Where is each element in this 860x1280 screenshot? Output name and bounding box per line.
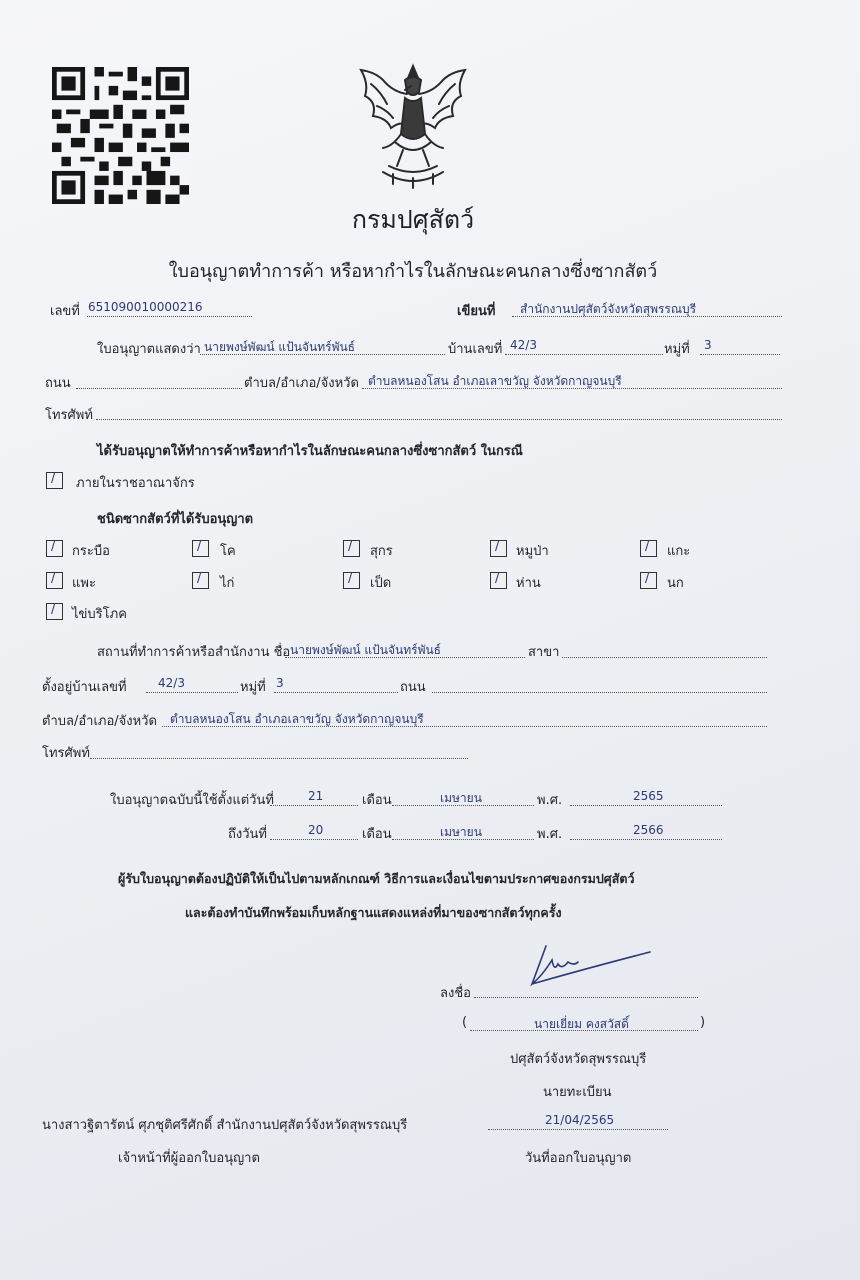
- type-label: โค: [220, 544, 236, 559]
- valid-from-year: 2565: [633, 789, 664, 803]
- signer-open-paren: (: [462, 1015, 468, 1030]
- place-label: สถานที่ทำการค้าหรือสำนักงาน ชื่อ: [97, 645, 291, 660]
- valid-to-day: 20: [308, 823, 324, 837]
- signer-close-paren: ): [700, 1015, 706, 1030]
- license-number: 651090010000216: [88, 300, 203, 314]
- conditions-line-1: ผู้รับใบอนุญาตต้องปฏิบัติให้เป็นไปตามหลักเกณฑ์ วิธีการและเงื่อนไขตามประกาศของกรมปศุสัตว์: [118, 871, 635, 886]
- type-label: ห่าน: [516, 576, 541, 591]
- holder-district: ตำบลหนองโสน อำเภอเลาขวัญ จังหวัดกาญจนบุรี: [368, 374, 622, 388]
- holder-district-label: ตำบล/อำเภอ/จังหวัด: [244, 376, 359, 391]
- valid-from-month-label: เดือน: [362, 793, 392, 808]
- holder-phone-label: โทรศัพท์: [45, 408, 93, 423]
- checkbox-type: [640, 572, 657, 589]
- valid-from-day: 21: [308, 789, 324, 803]
- checkbox-type: [192, 540, 209, 557]
- conditions-line-2: และต้องทำบันทึกพร้อมเก็บหลักฐานแสดงแหล่งที่มาของซากสัตว์ทุกครั้ง: [185, 905, 562, 920]
- issue-date: 21/04/2565: [545, 1113, 615, 1127]
- valid-to-label: ถึงวันที่: [228, 827, 267, 842]
- place-district: ตำบลหนองโสน อำเภอเลาขวัญ จังหวัดกาญจนบุรี: [170, 712, 424, 726]
- checkbox-type: [46, 603, 63, 620]
- checkbox-type: [46, 572, 63, 589]
- document-title: ใบอนุญาตทำการค้า หรือหากำไรในลักษณะคนกลางซึ่งซากสัตว์: [168, 261, 658, 282]
- place-road-label: ถนน: [400, 680, 426, 695]
- place-phone-label: โทรศัพท์: [42, 746, 90, 761]
- issue-date-label: วันที่ออกใบอนุญาต: [525, 1151, 632, 1166]
- qr-code-icon: [52, 63, 189, 208]
- type-label: สุกร: [370, 544, 393, 559]
- place-house: 42/3: [158, 676, 185, 690]
- holder-name: นายพงษ์พัฒน์ แป้นจันทร์พันธ์: [204, 340, 356, 354]
- sign-label: ลงชื่อ: [440, 986, 471, 1001]
- checkbox-type: [640, 540, 657, 557]
- valid-to-year-label: พ.ศ.: [537, 827, 563, 842]
- officer-name: นางสาวฐิตารัตน์ ศุภชุติศรีศักดิ์ สำนักงานปศุสัตว์จังหวัดสุพรรณบุรี: [42, 1118, 408, 1133]
- valid-from-month: เมษายน: [440, 791, 482, 805]
- holder-house: 42/3: [510, 338, 537, 352]
- place-district-label: ตำบล/อำเภอ/จังหวัด: [42, 714, 157, 729]
- valid-from-year-label: พ.ศ.: [537, 793, 563, 808]
- valid-from-label: ใบอนุญาตฉบับนี้ใช้ตั้งแต่วันที่: [110, 793, 274, 808]
- type-label: ไข่บริโภค: [72, 607, 127, 622]
- permit-scope-option: ภายในราชอาณาจักร: [76, 476, 195, 491]
- agency-title: กรมปศุสัตว์: [351, 205, 475, 234]
- checkbox-type: [490, 540, 507, 557]
- place-moo-label: หมู่ที่: [240, 680, 266, 695]
- written-at-label: เขียนที่: [457, 304, 496, 319]
- garuda-emblem-icon: [352, 62, 474, 192]
- place-address-label: ตั้งอยู่บ้านเลขที่: [42, 680, 127, 695]
- permit-types-heading: ชนิดซากสัตว์ที่ได้รับอนุญาต: [97, 512, 254, 527]
- checkbox-type: [192, 572, 209, 589]
- valid-to-month: เมษายน: [440, 825, 482, 839]
- number-label: เลขที่: [50, 304, 80, 319]
- holder-house-label: บ้านเลขที่: [448, 342, 503, 357]
- checkbox-type: [490, 572, 507, 589]
- checkbox-type: [343, 572, 360, 589]
- signer-name: นายเยี่ยม คงสวัสดิ์: [534, 1017, 629, 1031]
- type-label: หมูป่า: [516, 544, 549, 559]
- written-at-value: สำนักงานปศุสัตว์จังหวัดสุพรรณบุรี: [520, 302, 697, 316]
- valid-to-year: 2566: [633, 823, 664, 837]
- place-name: นายพงษ์พัฒน์ แป้นจันทร์พันธ์: [290, 643, 442, 657]
- holder-intro-label: ใบอนุญาตแสดงว่า: [97, 342, 201, 357]
- type-label: นก: [667, 576, 684, 591]
- place-moo: 3: [276, 676, 284, 690]
- type-label: กระบือ: [72, 544, 110, 559]
- officer-role: เจ้าหน้าที่ผู้ออกใบอนุญาต: [118, 1151, 260, 1166]
- signer-position-1: ปศุสัตว์จังหวัดสุพรรณบุรี: [510, 1052, 647, 1067]
- checkbox-type: [343, 540, 360, 557]
- type-label: ไก่: [220, 576, 235, 591]
- type-label: แพะ: [72, 576, 96, 591]
- type-label: แกะ: [667, 544, 691, 559]
- signer-position-2: นายทะเบียน: [543, 1085, 612, 1100]
- place-branch-label: สาขา: [528, 645, 560, 660]
- checkbox-domestic: [46, 472, 63, 489]
- holder-moo: 3: [704, 338, 712, 352]
- holder-moo-label: หมู่ที่: [664, 342, 690, 357]
- valid-to-month-label: เดือน: [362, 827, 392, 842]
- permit-scope-text: ได้รับอนุญาตให้ทำการค้าหรือหากำไรในลักษณะคนกลางซึ่งซากสัตว์ ในกรณี: [97, 444, 523, 459]
- signature-image: [518, 940, 658, 990]
- type-label: เป็ด: [370, 576, 392, 591]
- holder-road-label: ถนน: [45, 376, 71, 391]
- checkbox-type: [46, 540, 63, 557]
